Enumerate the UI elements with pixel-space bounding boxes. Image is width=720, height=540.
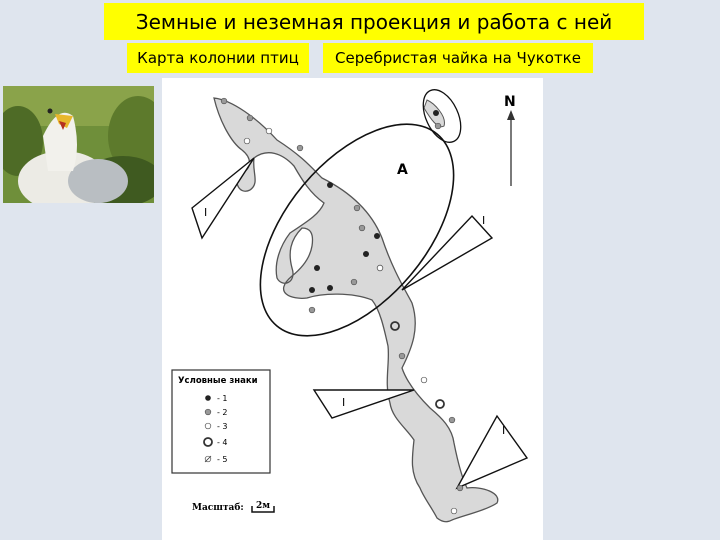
- observation-sector: [402, 216, 492, 290]
- label-herring-gull: Серебристая чайка на Чукотке: [323, 43, 593, 73]
- svg-text:- 3: - 3: [217, 422, 228, 431]
- map-scale: [192, 501, 274, 513]
- svg-text:Условные знаки: Условные знаки: [178, 376, 258, 386]
- svg-text:- 5: - 5: [217, 455, 228, 464]
- svg-text:Масштаб:: Масштаб:: [192, 503, 244, 513]
- colony-map: [162, 78, 543, 540]
- legend: [172, 370, 270, 473]
- observation-sector: [457, 416, 527, 488]
- sector-label: I: [204, 206, 208, 219]
- svg-text:- 2: - 2: [217, 408, 228, 417]
- svg-text:- 4: - 4: [217, 438, 228, 447]
- svg-text:- 1: - 1: [217, 394, 228, 403]
- label-colony-map: Карта колонии птиц: [127, 43, 309, 73]
- observation-sector: [192, 158, 254, 238]
- svg-text:2м: 2м: [256, 501, 271, 511]
- slide-title: Земные и неземная проекция и работа с ней: [104, 3, 644, 40]
- gull-photo: [3, 86, 154, 203]
- sector-label: I: [342, 396, 346, 409]
- zone-label: A: [397, 162, 408, 178]
- sector-label: I: [502, 424, 506, 437]
- north-label: N: [504, 94, 516, 110]
- sector-label: I: [482, 214, 486, 227]
